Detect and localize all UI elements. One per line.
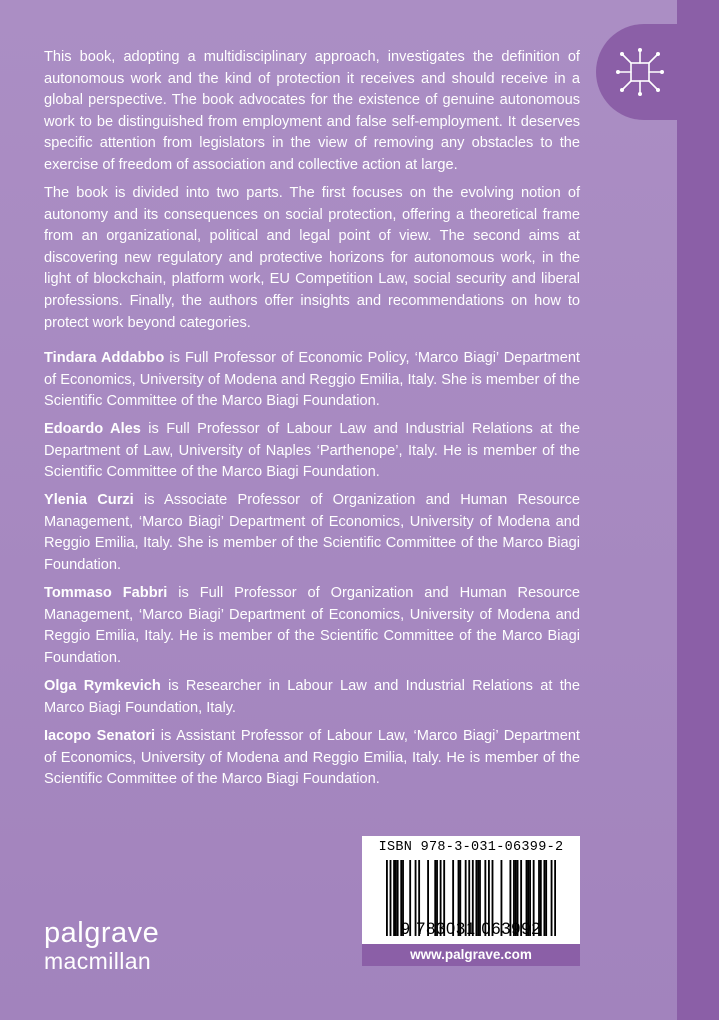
author-bio-5 <box>44 676 580 719</box>
author-bio-4 <box>44 583 580 669</box>
description-text-2: The book is divided into two parts. The first focuses on the evolving notion of autonomy and its consequences on social protection, offering a theoretical frame from an organizational, political and legal point of view. The second aims at discovering new regulatory and protective horizons for autonomous work, in the light of blockchain, platform work, EU Competition Law, social security and liberal professions. Finally, the authors offer insights and recommendations on how to protect work beyond categories. <box>44 185 580 331</box>
barcode-digits: 9 783031 063992 <box>400 920 542 938</box>
author-name: Tommaso Fabbri <box>44 585 168 601</box>
description-paragraph-1 <box>44 47 580 177</box>
author-bio-text: is Assistant Professor of Labour Law, ‘Marco Biagi’ Department of Economics, University of Modena and Reggio Emilia, Italy. He is member of the Scientific Committee of the Marco Biagi Foundation. <box>44 728 580 788</box>
description-paragraph-2 <box>44 183 580 334</box>
spine-band <box>677 0 719 1020</box>
author-bio-text: is Full Professor of Labour Law and Industrial Relations at the Department of Law, University of Naples ‘Parthenope’, Italy. He is member of the Scientific Committee of the Marco Biagi Foundation. <box>44 421 580 481</box>
isbn-label: ISBN 978-3-031-06399-2 <box>378 840 564 855</box>
author-bio-text: is Full Professor of Economic Policy, ‘Marco Biagi’ Department of Economics, University of Modena and Reggio Emilia, Italy. She is member of the Scientific Committee of the Marco Biagi Foundation. <box>44 350 580 410</box>
author-name: Ylenia Curzi <box>44 492 134 508</box>
palgrave-emblem-icon <box>614 46 666 98</box>
author-name: Iacopo Senatori <box>44 728 156 744</box>
author-bio-2 <box>44 419 580 484</box>
publisher-logo-line2: macmillan <box>44 948 152 974</box>
isbn-barcode-box <box>362 836 580 966</box>
website-bar <box>362 944 580 966</box>
publisher-logo-line1: palgrave <box>44 917 160 949</box>
publisher-logo <box>44 918 159 974</box>
author-bio-6 <box>44 726 580 791</box>
website-link[interactable]: www.palgrave.com <box>410 947 532 962</box>
author-bio-text: is Associate Professor of Organization and Human Resource Management, ‘Marco Biagi’ Department of Economics, University of Modena and Reggio Emilia, Italy. She is member of the Scientific Committee of the Marco Biagi Foundation. <box>44 492 580 573</box>
description-text-1: This book, adopting a multidisciplinary approach, investigates the definition of autonomous work and the kind of protection it receives and should receive in a global perspective. The book advocates for the existence of genuine autonomous work to be distinguished from employment and false self-employment. It deserves specific attention from legislators in the view of removing any obstacles to the exercise of freedom of association and collective action at large. <box>44 49 580 173</box>
author-bio-text: is Researcher in Labour Law and Industrial Relations at the Marco Biagi Foundation, Italy. <box>44 678 580 716</box>
author-name: Olga Rymkevich <box>44 678 161 694</box>
author-name: Edoardo Ales <box>44 421 141 437</box>
author-bio-1 <box>44 348 580 413</box>
author-name: Tindara Addabbo <box>44 350 165 366</box>
author-bio-text: is Full Professor of Organization and Human Resource Management, ‘Marco Biagi’ Department of Economics, University of Modena and Reggio Emilia, Italy. He is member of the Scientific Committee of the Marco Biagi Foundation. <box>44 585 580 666</box>
author-bio-3 <box>44 490 580 576</box>
